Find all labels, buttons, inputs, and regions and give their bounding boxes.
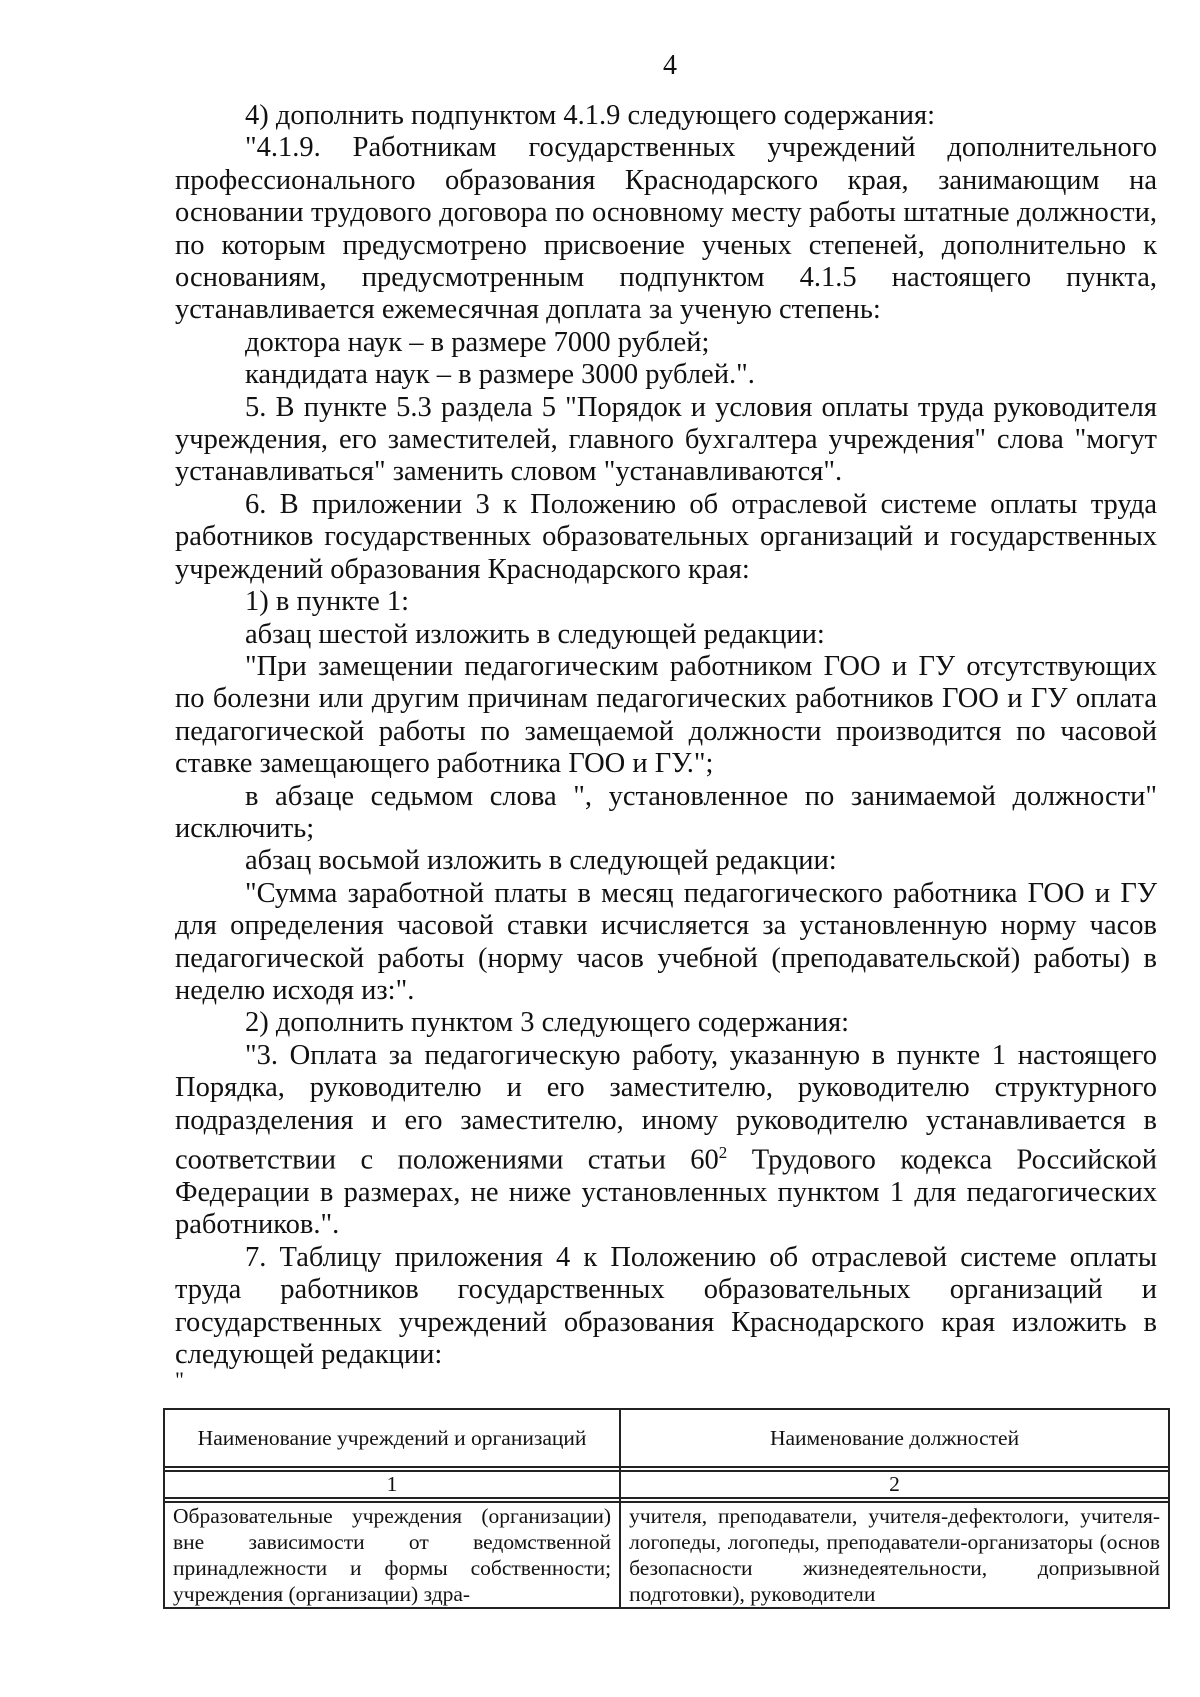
- paragraph-item-5: 5. В пункте 5.3 раздела 5 "Порядок и условия оплаты труда руководителя учреждения, его заместителей, главного бухгалтера учреждения" слова "могут устанавливаться" заменить словом "устанавливаются".: [175, 391, 1157, 488]
- paragraph-item-7: 7. Таблицу приложения 4 к Положению об отраслевой системе оплаты труда работников государственных образовательных организаций и государственных учреждений образования Краснодарского края изложить в следующей редакции:: [175, 1241, 1157, 1370]
- paragraph-item-6: 6. В приложении 3 к Положению об отраслевой системе оплаты труда работников государственных образовательных организаций и государственных учреждений образования Краснодарского края:: [175, 488, 1157, 585]
- header-institutions: Наименование учреждений и организаций: [164, 1409, 620, 1467]
- table-header-row: [164, 1409, 1169, 1467]
- point-3-text-part1: "3. Оплата за педагогическую работу, указанную в пункте 1 настоящего Порядка, руководителю и его заместителю, руководителю структурного подразделения и его заместителю, иному руководителю устанавливается в соответствии с положениями статьи 60: [175, 1039, 1157, 1176]
- column-number-1: 1: [164, 1471, 620, 1498]
- article-superscript: 2: [718, 1143, 728, 1162]
- positions-cell: учителя, преподаватели, учителя-дефектологи, учителя-логопеды, логопеды, преподаватели-организаторы (основ безопасности жизнедеятельности, допризывной подготовки), руководители: [620, 1502, 1169, 1608]
- paragraph-abzac-6-text: "При замещении педагогическим работником ГОО и ГУ отсутствующих по болезни или другим причинам педагогических работников ГОО и ГУ оплата педагогической работы по замещаемой должности производится по часовой ставке замещающего работника ГОО и ГУ.";: [175, 650, 1157, 780]
- positions-table-wrap: [163, 1408, 1170, 1609]
- column-number-2: 2: [620, 1471, 1169, 1498]
- paragraph-abzac-7: в абзаце седьмом слова ", установленное по занимаемой должности" исключить;: [175, 780, 1157, 844]
- paragraph-abzac-6-intro: абзац шестой изложить в следующей редакции:: [245, 618, 825, 650]
- paragraph-abzac-8-text: "Сумма заработной платы в месяц педагогического работника ГОО и ГУ для определения часовой ставки исчисляется за установленную норму часов педагогической работы (норму часов учебной (преподавательской) работы) в неделю исходя из:".: [175, 877, 1157, 1006]
- paragraph-subitem-1: 1) в пункте 1:: [245, 586, 410, 618]
- paragraph-doctor-rate: доктора наук – в размере 7000 рублей;: [245, 326, 710, 358]
- document-body: [175, 100, 1157, 1393]
- page-number: 4: [663, 50, 677, 81]
- table-row: [164, 1502, 1169, 1608]
- table-open-quote: ": [175, 1367, 184, 1393]
- paragraph-point-3-text: [175, 1040, 1157, 1242]
- header-positions: Наименование должностей: [620, 1409, 1169, 1467]
- paragraph-4-1-9-text: "4.1.9. Работникам государственных учреждений дополнительного профессионального образования Краснодарского края, занимающим на основании трудового договора по основному месту работы штатные должности, по которым предусмотрено присвоение ученых степеней, дополнительно к основаниям, предусмотренным подпунктом 4.1.5 настоящего пункта, устанавливается ежемесячная доплата за ученую степень:: [175, 132, 1157, 326]
- point-3-text-part2: Трудового кодекса Российской Федерации в размерах, не ниже установленных пунктом 1 для педагогических работников.".: [175, 1144, 1157, 1241]
- paragraph-subitem-2: 2) дополнить пунктом 3 следующего содержания:: [245, 1007, 850, 1039]
- paragraph-candidate-rate: кандидата наук – в размере 3000 рублей.".: [245, 359, 755, 391]
- paragraph-abzac-8-intro: абзац восьмой изложить в следующей редакции:: [245, 845, 837, 877]
- table-number-row: [164, 1471, 1169, 1498]
- institutions-cell: Образовательные учреждения (организации) вне зависимости от ведомственной принадлежности и формы собственности; учреждения (организации) здра-: [164, 1502, 620, 1608]
- paragraph-4-1-9-intro: 4) дополнить подпунктом 4.1.9 следующего содержания:: [245, 100, 936, 131]
- positions-table: [163, 1408, 1170, 1609]
